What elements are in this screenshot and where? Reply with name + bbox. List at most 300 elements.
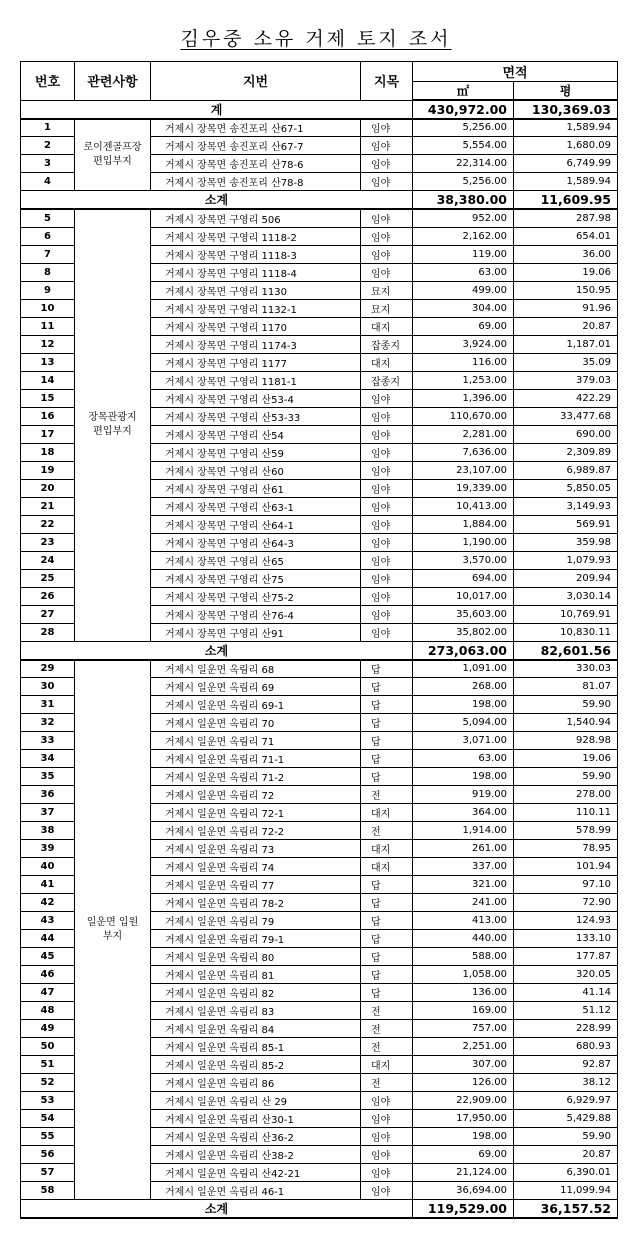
category-cell: 임야 — [361, 263, 413, 281]
area-pyeong-cell: 654.01 — [514, 227, 618, 245]
address-cell: 거제시 일운면 옥림리 69 — [151, 678, 361, 696]
category-cell: 임야 — [361, 119, 413, 137]
category-cell: 임야 — [361, 587, 413, 605]
area-pyeong-cell: 1,540.94 — [514, 714, 618, 732]
area-pyeong-cell: 11,099.94 — [514, 1182, 618, 1200]
header-area: 면적 — [413, 62, 618, 82]
header-pyeong: 평 — [514, 82, 618, 101]
address-cell: 거제시 장목면 구영리 1132-1 — [151, 299, 361, 317]
row-number: 57 — [21, 1164, 75, 1182]
category-cell: 대지 — [361, 1056, 413, 1074]
area-m2-cell: 3,071.00 — [413, 732, 514, 750]
area-m2-cell: 694.00 — [413, 569, 514, 587]
address-cell: 거제시 일운면 옥림리 46-1 — [151, 1182, 361, 1200]
subtotal-row — [21, 641, 618, 660]
area-pyeong-cell: 110.11 — [514, 804, 618, 822]
area-m2-cell: 5,554.00 — [413, 137, 514, 155]
category-cell: 답 — [361, 660, 413, 678]
address-cell: 거제시 일운면 옥림리 85-2 — [151, 1056, 361, 1074]
row-number: 41 — [21, 876, 75, 894]
area-m2-cell: 2,281.00 — [413, 425, 514, 443]
area-m2-cell: 261.00 — [413, 840, 514, 858]
category-cell: 임야 — [361, 1146, 413, 1164]
row-number: 16 — [21, 407, 75, 425]
row-number: 40 — [21, 858, 75, 876]
area-pyeong-cell: 5,429.88 — [514, 1110, 618, 1128]
area-pyeong-cell: 928.98 — [514, 732, 618, 750]
address-cell: 거제시 일운면 옥림리 산38-2 — [151, 1146, 361, 1164]
category-cell: 전 — [361, 786, 413, 804]
row-number: 5 — [21, 209, 75, 227]
row-number: 21 — [21, 497, 75, 515]
row-number: 24 — [21, 551, 75, 569]
subtotal-pyeong: 82,601.56 — [514, 641, 618, 660]
area-pyeong-cell: 10,769.91 — [514, 605, 618, 623]
row-number: 25 — [21, 569, 75, 587]
area-pyeong-cell: 422.29 — [514, 389, 618, 407]
row-number: 11 — [21, 317, 75, 335]
area-m2-cell: 169.00 — [413, 1002, 514, 1020]
area-m2-cell: 69.00 — [413, 1146, 514, 1164]
area-m2-cell: 1,058.00 — [413, 966, 514, 984]
area-m2-cell: 63.00 — [413, 750, 514, 768]
area-m2-cell: 5,094.00 — [413, 714, 514, 732]
category-cell: 임야 — [361, 1110, 413, 1128]
category-cell: 임야 — [361, 443, 413, 461]
address-cell: 거제시 장목면 구영리 1170 — [151, 317, 361, 335]
category-cell: 답 — [361, 678, 413, 696]
category-cell: 임야 — [361, 137, 413, 155]
area-pyeong-cell: 38.12 — [514, 1074, 618, 1092]
area-pyeong-cell: 41.14 — [514, 984, 618, 1002]
row-number: 56 — [21, 1146, 75, 1164]
area-m2-cell: 23,107.00 — [413, 461, 514, 479]
category-cell: 대지 — [361, 858, 413, 876]
area-m2-cell: 1,190.00 — [413, 533, 514, 551]
category-cell: 임야 — [361, 479, 413, 497]
area-m2-cell: 116.00 — [413, 353, 514, 371]
area-m2-cell: 952.00 — [413, 209, 514, 227]
table-row — [21, 660, 618, 678]
row-number: 34 — [21, 750, 75, 768]
address-cell: 거제시 일운면 옥림리 69-1 — [151, 696, 361, 714]
category-cell: 임야 — [361, 497, 413, 515]
row-number: 18 — [21, 443, 75, 461]
row-number: 15 — [21, 389, 75, 407]
row-number: 17 — [21, 425, 75, 443]
address-cell: 거제시 일운면 옥림리 72-2 — [151, 822, 361, 840]
row-number: 38 — [21, 822, 75, 840]
address-cell: 거제시 장목면 구영리 1174-3 — [151, 335, 361, 353]
area-m2-cell: 364.00 — [413, 804, 514, 822]
category-cell: 답 — [361, 714, 413, 732]
header-m2: ㎡ — [413, 82, 514, 101]
category-cell: 전 — [361, 1038, 413, 1056]
address-cell: 거제시 장목면 구영리 산53-33 — [151, 407, 361, 425]
area-pyeong-cell: 10,830.11 — [514, 623, 618, 641]
category-cell: 답 — [361, 912, 413, 930]
address-cell: 거제시 일운면 옥림리 77 — [151, 876, 361, 894]
row-number: 1 — [21, 119, 75, 137]
address-cell: 거제시 일운면 옥림리 71 — [151, 732, 361, 750]
area-m2-cell: 36,694.00 — [413, 1182, 514, 1200]
row-number: 23 — [21, 533, 75, 551]
category-cell: 전 — [361, 1074, 413, 1092]
category-cell: 임야 — [361, 155, 413, 173]
row-number: 32 — [21, 714, 75, 732]
area-pyeong-cell: 1,680.09 — [514, 137, 618, 155]
area-m2-cell: 22,314.00 — [413, 155, 514, 173]
address-cell: 거제시 장목면 구영리 산65 — [151, 551, 361, 569]
land-survey-table — [20, 61, 618, 1219]
row-number: 10 — [21, 299, 75, 317]
row-number: 27 — [21, 605, 75, 623]
area-m2-cell: 919.00 — [413, 786, 514, 804]
area-pyeong-cell: 91.96 — [514, 299, 618, 317]
category-cell: 임야 — [361, 245, 413, 263]
row-number: 43 — [21, 912, 75, 930]
category-cell: 답 — [361, 750, 413, 768]
category-cell: 전 — [361, 822, 413, 840]
area-pyeong-cell: 101.94 — [514, 858, 618, 876]
row-number: 45 — [21, 948, 75, 966]
row-number: 53 — [21, 1092, 75, 1110]
area-m2-cell: 1,914.00 — [413, 822, 514, 840]
row-number: 9 — [21, 281, 75, 299]
area-pyeong-cell: 379.03 — [514, 371, 618, 389]
area-m2-cell: 413.00 — [413, 912, 514, 930]
area-pyeong-cell: 359.98 — [514, 533, 618, 551]
category-cell: 임야 — [361, 407, 413, 425]
row-number: 22 — [21, 515, 75, 533]
grand-total-row — [21, 100, 618, 119]
row-number: 14 — [21, 371, 75, 389]
address-cell: 거제시 장목면 송진포리 산78-6 — [151, 155, 361, 173]
address-cell: 거제시 장목면 송진포리 산67-1 — [151, 119, 361, 137]
category-cell: 임야 — [361, 227, 413, 245]
area-pyeong-cell: 92.87 — [514, 1056, 618, 1074]
area-m2-cell: 2,251.00 — [413, 1038, 514, 1056]
area-pyeong-cell: 59.90 — [514, 1128, 618, 1146]
row-number: 26 — [21, 587, 75, 605]
address-cell: 거제시 일운면 옥림리 70 — [151, 714, 361, 732]
category-cell: 답 — [361, 948, 413, 966]
area-pyeong-cell: 690.00 — [514, 425, 618, 443]
area-pyeong-cell: 59.90 — [514, 696, 618, 714]
subtotal-row — [21, 1200, 618, 1219]
address-cell: 거제시 장목면 구영리 1130 — [151, 281, 361, 299]
relation-cell — [75, 119, 151, 191]
area-pyeong-cell: 1,079.93 — [514, 551, 618, 569]
category-cell: 전 — [361, 1002, 413, 1020]
subtotal-pyeong: 11,609.95 — [514, 191, 618, 210]
row-number: 6 — [21, 227, 75, 245]
row-number: 46 — [21, 966, 75, 984]
area-m2-cell: 337.00 — [413, 858, 514, 876]
table-body — [21, 100, 618, 1218]
category-cell: 답 — [361, 732, 413, 750]
row-number: 51 — [21, 1056, 75, 1074]
address-cell: 거제시 일운면 옥림리 82 — [151, 984, 361, 1002]
area-m2-cell: 440.00 — [413, 930, 514, 948]
address-cell: 거제시 일운면 옥림리 79-1 — [151, 930, 361, 948]
row-number: 30 — [21, 678, 75, 696]
area-pyeong-cell: 2,309.89 — [514, 443, 618, 461]
area-m2-cell: 7,636.00 — [413, 443, 514, 461]
category-cell: 임야 — [361, 533, 413, 551]
area-pyeong-cell: 1,589.94 — [514, 119, 618, 137]
area-pyeong-cell: 20.87 — [514, 1146, 618, 1164]
row-number: 54 — [21, 1110, 75, 1128]
address-cell: 거제시 일운면 옥림리 68 — [151, 660, 361, 678]
area-m2-cell: 2,162.00 — [413, 227, 514, 245]
relation-label: 장목관광지 편입부지 — [88, 412, 137, 438]
row-number: 20 — [21, 479, 75, 497]
area-pyeong-cell: 133.10 — [514, 930, 618, 948]
subtotal-m2: 38,380.00 — [413, 191, 514, 210]
header-category: 지목 — [361, 62, 413, 101]
address-cell: 거제시 일운면 옥림리 산36-2 — [151, 1128, 361, 1146]
row-number: 2 — [21, 137, 75, 155]
area-pyeong-cell: 3,030.14 — [514, 587, 618, 605]
area-m2-cell: 304.00 — [413, 299, 514, 317]
area-pyeong-cell: 19.06 — [514, 263, 618, 281]
area-pyeong-cell: 6,749.99 — [514, 155, 618, 173]
table-row — [21, 119, 618, 137]
address-cell: 거제시 일운면 옥림리 81 — [151, 966, 361, 984]
address-cell: 거제시 일운면 옥림리 71-1 — [151, 750, 361, 768]
row-number: 31 — [21, 696, 75, 714]
area-pyeong-cell: 19.06 — [514, 750, 618, 768]
relation-cell — [75, 660, 151, 1200]
address-cell: 거제시 일운면 옥림리 산 29 — [151, 1092, 361, 1110]
relation-label: 일운면 입원 부지 — [86, 916, 139, 942]
area-pyeong-cell: 578.99 — [514, 822, 618, 840]
row-number: 3 — [21, 155, 75, 173]
area-pyeong-cell: 680.93 — [514, 1038, 618, 1056]
category-cell: 임야 — [361, 623, 413, 641]
table-row — [21, 209, 618, 227]
row-number: 8 — [21, 263, 75, 281]
address-cell: 거제시 장목면 송진포리 산78-8 — [151, 173, 361, 191]
category-cell: 답 — [361, 894, 413, 912]
area-m2-cell: 3,570.00 — [413, 551, 514, 569]
area-pyeong-cell: 97.10 — [514, 876, 618, 894]
grand-total-pyeong: 130,369.03 — [514, 100, 618, 119]
category-cell: 임야 — [361, 173, 413, 191]
address-cell: 거제시 일운면 옥림리 84 — [151, 1020, 361, 1038]
address-cell: 거제시 장목면 구영리 1181-1 — [151, 371, 361, 389]
row-number: 35 — [21, 768, 75, 786]
subtotal-label: 소계 — [21, 191, 413, 210]
header-relation: 관련사항 — [75, 62, 151, 101]
area-pyeong-cell: 569.91 — [514, 515, 618, 533]
area-m2-cell: 69.00 — [413, 317, 514, 335]
address-cell: 거제시 일운면 옥림리 74 — [151, 858, 361, 876]
address-cell: 거제시 장목면 구영리 506 — [151, 209, 361, 227]
category-cell: 답 — [361, 876, 413, 894]
grand-total-label: 계 — [21, 100, 413, 119]
row-number: 39 — [21, 840, 75, 858]
area-pyeong-cell: 124.93 — [514, 912, 618, 930]
area-m2-cell: 10,017.00 — [413, 587, 514, 605]
address-cell: 거제시 장목면 구영리 산61 — [151, 479, 361, 497]
area-m2-cell: 198.00 — [413, 1128, 514, 1146]
category-cell: 임야 — [361, 1164, 413, 1182]
category-cell: 임야 — [361, 1182, 413, 1200]
category-cell: 답 — [361, 768, 413, 786]
area-m2-cell: 241.00 — [413, 894, 514, 912]
area-pyeong-cell: 78.95 — [514, 840, 618, 858]
address-cell: 거제시 일운면 옥림리 86 — [151, 1074, 361, 1092]
area-pyeong-cell: 6,989.87 — [514, 461, 618, 479]
category-cell: 대지 — [361, 840, 413, 858]
category-cell: 임야 — [361, 461, 413, 479]
area-m2-cell: 136.00 — [413, 984, 514, 1002]
address-cell: 거제시 장목면 구영리 산75-2 — [151, 587, 361, 605]
area-pyeong-cell: 330.03 — [514, 660, 618, 678]
address-cell: 거제시 일운면 옥림리 71-2 — [151, 768, 361, 786]
subtotal-row — [21, 191, 618, 210]
area-m2-cell: 198.00 — [413, 768, 514, 786]
area-pyeong-cell: 228.99 — [514, 1020, 618, 1038]
address-cell: 거제시 일운면 옥림리 85-1 — [151, 1038, 361, 1056]
address-cell: 거제시 장목면 구영리 산91 — [151, 623, 361, 641]
area-pyeong-cell: 278.00 — [514, 786, 618, 804]
header-no: 번호 — [21, 62, 75, 101]
area-pyeong-cell: 6,390.01 — [514, 1164, 618, 1182]
category-cell: 대지 — [361, 317, 413, 335]
area-m2-cell: 22,909.00 — [413, 1092, 514, 1110]
category-cell: 전 — [361, 1020, 413, 1038]
category-cell: 임야 — [361, 425, 413, 443]
address-cell: 거제시 일운면 옥림리 79 — [151, 912, 361, 930]
area-pyeong-cell: 59.90 — [514, 768, 618, 786]
category-cell: 임야 — [361, 551, 413, 569]
row-number: 28 — [21, 623, 75, 641]
area-m2-cell: 1,091.00 — [413, 660, 514, 678]
relation-cell — [75, 209, 151, 641]
row-number: 48 — [21, 1002, 75, 1020]
address-cell: 거제시 장목면 구영리 산53-4 — [151, 389, 361, 407]
row-number: 36 — [21, 786, 75, 804]
address-cell: 거제시 장목면 구영리 산63-1 — [151, 497, 361, 515]
subtotal-label: 소계 — [21, 641, 413, 660]
address-cell: 거제시 장목면 구영리 산54 — [151, 425, 361, 443]
category-cell: 묘지 — [361, 299, 413, 317]
document-title: 김우중 소유 거제 토지 조서 — [180, 28, 452, 50]
row-number: 7 — [21, 245, 75, 263]
row-number: 33 — [21, 732, 75, 750]
area-m2-cell: 499.00 — [413, 281, 514, 299]
address-cell: 거제시 장목면 구영리 산59 — [151, 443, 361, 461]
address-cell: 거제시 장목면 구영리 1118-3 — [151, 245, 361, 263]
grand-total-m2: 430,972.00 — [413, 100, 514, 119]
area-m2-cell: 119.00 — [413, 245, 514, 263]
area-pyeong-cell: 20.87 — [514, 317, 618, 335]
row-number: 52 — [21, 1074, 75, 1092]
row-number: 12 — [21, 335, 75, 353]
area-pyeong-cell: 1,187.01 — [514, 335, 618, 353]
row-number: 13 — [21, 353, 75, 371]
area-m2-cell: 1,253.00 — [413, 371, 514, 389]
address-cell: 거제시 장목면 구영리 1118-2 — [151, 227, 361, 245]
category-cell: 임야 — [361, 515, 413, 533]
area-pyeong-cell: 287.98 — [514, 209, 618, 227]
area-m2-cell: 588.00 — [413, 948, 514, 966]
area-pyeong-cell: 33,477.68 — [514, 407, 618, 425]
header-address: 지번 — [151, 62, 361, 101]
row-number: 42 — [21, 894, 75, 912]
address-cell: 거제시 일운면 옥림리 산30-1 — [151, 1110, 361, 1128]
row-number: 49 — [21, 1020, 75, 1038]
area-m2-cell: 1,884.00 — [413, 515, 514, 533]
row-number: 55 — [21, 1128, 75, 1146]
category-cell: 임야 — [361, 389, 413, 407]
area-pyeong-cell: 1,589.94 — [514, 173, 618, 191]
area-pyeong-cell: 72.90 — [514, 894, 618, 912]
area-m2-cell: 17,950.00 — [413, 1110, 514, 1128]
address-cell: 거제시 일운면 옥림리 80 — [151, 948, 361, 966]
area-m2-cell: 63.00 — [413, 263, 514, 281]
area-pyeong-cell: 51.12 — [514, 1002, 618, 1020]
category-cell: 답 — [361, 966, 413, 984]
area-m2-cell: 268.00 — [413, 678, 514, 696]
address-cell: 거제시 장목면 구영리 1118-4 — [151, 263, 361, 281]
category-cell: 답 — [361, 930, 413, 948]
subtotal-m2: 119,529.00 — [413, 1200, 514, 1219]
category-cell: 임야 — [361, 605, 413, 623]
row-number: 50 — [21, 1038, 75, 1056]
row-number: 19 — [21, 461, 75, 479]
row-number: 37 — [21, 804, 75, 822]
area-pyeong-cell: 3,149.93 — [514, 497, 618, 515]
row-number: 47 — [21, 984, 75, 1002]
area-m2-cell: 10,413.00 — [413, 497, 514, 515]
subtotal-label: 소계 — [21, 1200, 413, 1219]
category-cell: 대지 — [361, 804, 413, 822]
area-pyeong-cell: 81.07 — [514, 678, 618, 696]
area-m2-cell: 3,924.00 — [413, 335, 514, 353]
row-number: 44 — [21, 930, 75, 948]
category-cell: 대지 — [361, 353, 413, 371]
area-m2-cell: 5,256.00 — [413, 173, 514, 191]
subtotal-pyeong: 36,157.52 — [514, 1200, 618, 1219]
area-m2-cell: 110,670.00 — [413, 407, 514, 425]
row-number: 58 — [21, 1182, 75, 1200]
category-cell: 잡종지 — [361, 335, 413, 353]
relation-label: 로이젠골프장 편입부지 — [83, 141, 142, 167]
area-m2-cell: 35,603.00 — [413, 605, 514, 623]
address-cell: 거제시 일운면 옥림리 72-1 — [151, 804, 361, 822]
area-pyeong-cell: 150.95 — [514, 281, 618, 299]
area-m2-cell: 5,256.00 — [413, 119, 514, 137]
area-m2-cell: 198.00 — [413, 696, 514, 714]
area-pyeong-cell: 209.94 — [514, 569, 618, 587]
address-cell: 거제시 일운면 옥림리 83 — [151, 1002, 361, 1020]
area-m2-cell: 307.00 — [413, 1056, 514, 1074]
address-cell: 거제시 일운면 옥림리 73 — [151, 840, 361, 858]
row-number: 4 — [21, 173, 75, 191]
area-m2-cell: 126.00 — [413, 1074, 514, 1092]
row-number: 29 — [21, 660, 75, 678]
category-cell: 잡종지 — [361, 371, 413, 389]
address-cell: 거제시 장목면 구영리 산76-4 — [151, 605, 361, 623]
area-pyeong-cell: 36.00 — [514, 245, 618, 263]
area-m2-cell: 21,124.00 — [413, 1164, 514, 1182]
address-cell: 거제시 일운면 옥림리 78-2 — [151, 894, 361, 912]
address-cell: 거제시 장목면 구영리 산64-3 — [151, 533, 361, 551]
